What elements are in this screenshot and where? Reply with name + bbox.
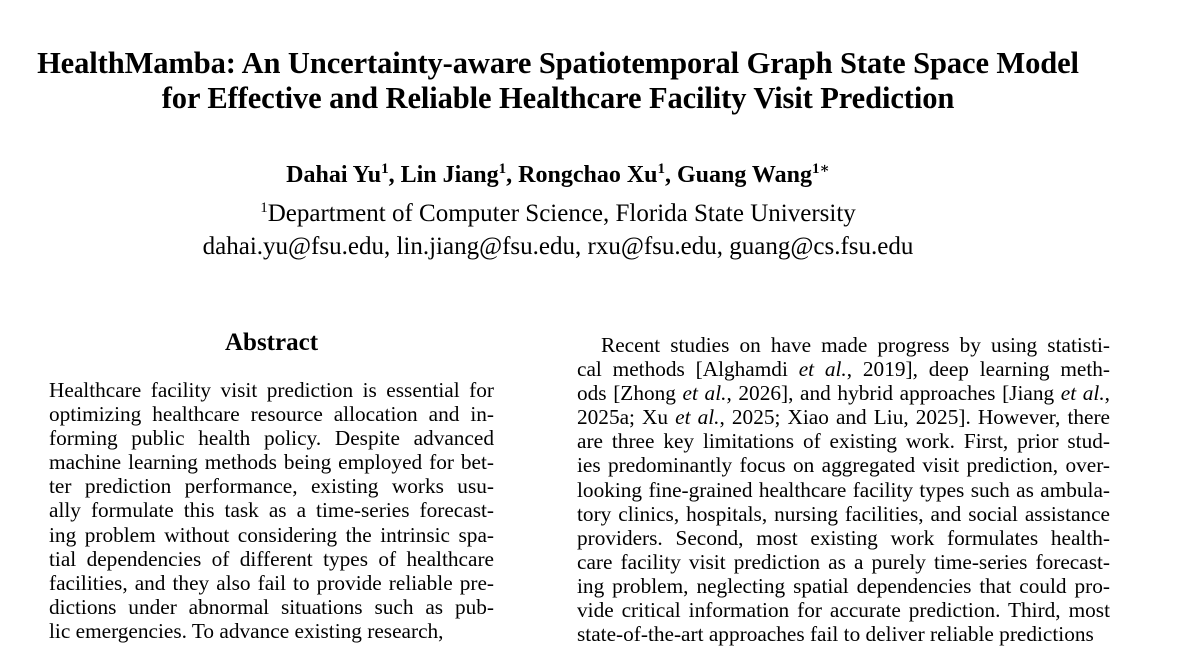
author-name: Rongchao Xu bbox=[518, 162, 658, 188]
text-line: state-of-the-art approaches fail to deliver reliable predictions bbox=[577, 622, 1094, 646]
text-line: ing problem, neglecting spatial dependencies that could pro- bbox=[577, 573, 1110, 598]
text-line: tial dependencies of different types of healthcare bbox=[49, 546, 494, 571]
author-affiliation-marker: 1 bbox=[381, 161, 389, 177]
text-line: forming public health policy. Despite advanced bbox=[49, 426, 494, 451]
text-line: vide critical information for accurate prediction. Third, most bbox=[577, 598, 1110, 623]
text-line: cal methods [Alghamdi et al., 2019], deep learning meth- bbox=[577, 357, 1110, 382]
affiliation-text: Department of Computer Science, Florida State University bbox=[267, 200, 856, 227]
text-line: Healthcare facility visit prediction is essential for bbox=[49, 378, 494, 402]
text-line: facilities, and they also fail to provide reliable pre- bbox=[49, 570, 494, 595]
text-line: providers. Second, most existing work formulates health- bbox=[577, 525, 1110, 550]
author-affiliation-marker: 1 bbox=[498, 161, 507, 177]
author-affiliation-marker: 1∗ bbox=[811, 161, 830, 177]
text-line: optimizing healthcare resource allocation and in- bbox=[49, 402, 494, 427]
text-line: tory clinics, hospitals, nursing facilities, and social assistance bbox=[577, 501, 1110, 526]
text-line: Recent studies on have made progress by using statisti- bbox=[601, 333, 1110, 357]
author-affiliation-marker: 1 bbox=[657, 161, 665, 177]
paper-title bbox=[0, 46, 1116, 116]
abstract-body bbox=[49, 378, 494, 643]
author-name: Lin Jiang bbox=[400, 162, 499, 188]
title-line-2: for Effective and Reliable Healthcare Facility Visit Prediction bbox=[161, 81, 955, 115]
text-line: looking fine-grained healthcare facility types such as ambula- bbox=[577, 477, 1110, 502]
introduction-body bbox=[577, 333, 1110, 646]
text-line: 2025a; Xu et al., 2025; Xiao and Liu, 2025]. However, there bbox=[577, 405, 1111, 430]
text-line: ing problem without considering the intrinsic spa- bbox=[49, 522, 494, 547]
affiliation bbox=[0, 199, 1116, 229]
text-line: ods [Zhong et al., 2026], and hybrid approaches [Jiang et al., bbox=[577, 381, 1110, 406]
text-line: ter prediction performance, existing works usu- bbox=[49, 474, 494, 499]
text-line: ies predominantly focus on aggregated visit prediction, over- bbox=[577, 453, 1110, 478]
author-list: Dahai Yu$^1$, Lin Jiang$^1$, Rongchao Xu$^1$, Guang Wang$^{1∗}$ bbox=[286, 161, 830, 188]
author-emails: dahai.yu@fsu.edu, lin.jiang@fsu.edu, rxu@fsu.edu, guang@cs.fsu.edu bbox=[202, 233, 914, 260]
text-line: dictions under abnormal situations such as pub- bbox=[49, 594, 494, 619]
author-name: Guang Wang bbox=[677, 162, 812, 188]
text-line: are three key limitations of existing work. First, prior stud- bbox=[577, 429, 1110, 454]
title-line-1: HealthMamba: An Uncertainty-aware Spatiotemporal Graph State Space Model bbox=[37, 46, 1079, 80]
affiliation-marker: 1 bbox=[260, 200, 268, 216]
text-line: lic emergencies. To advance existing research, bbox=[49, 618, 444, 643]
text-line: machine learning methods being employed for bet- bbox=[49, 450, 494, 475]
text-line: ally formulate this task as a time-series forecast- bbox=[49, 498, 494, 523]
abstract-heading: Abstract bbox=[224, 329, 319, 356]
author-name: Dahai Yu bbox=[286, 162, 382, 188]
text-line: care facility visit prediction as a purely time-series forecast- bbox=[577, 549, 1110, 574]
